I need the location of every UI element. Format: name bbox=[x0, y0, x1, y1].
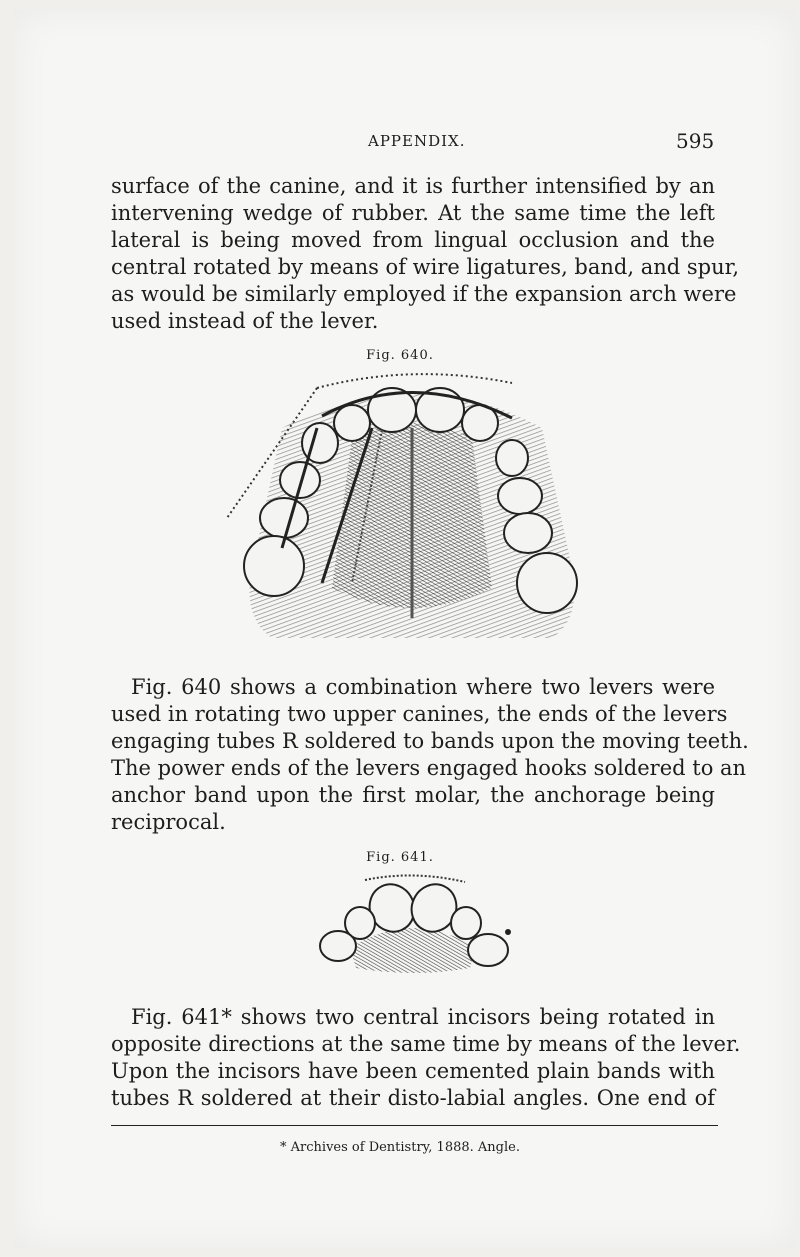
text-line: reciprocal. bbox=[111, 810, 226, 834]
text-line: as would be similarly employed if the expansion arch were bbox=[111, 282, 737, 306]
text-line: anchor band upon the first molar, the anchorage being bbox=[111, 783, 715, 807]
text-line: Fig. 641* shows two central incisors being rotated in bbox=[131, 1005, 715, 1029]
page-header bbox=[0, 129, 800, 156]
text-line: opposite directions at the same time by means of the lever. bbox=[111, 1032, 741, 1056]
figure-641-illustration bbox=[310, 868, 516, 978]
text-line: The power ends of the levers engaged hooks soldered to an bbox=[111, 756, 747, 780]
running-head: APPENDIX. bbox=[368, 132, 466, 150]
footnote: * Archives of Dentistry, 1888. Angle. bbox=[280, 1140, 520, 1155]
text-line: used in rotating two upper canines, the ends of the levers bbox=[111, 702, 728, 726]
paragraph-fig641 bbox=[111, 1004, 741, 1112]
text-line: intervening wedge of rubber. At the same time the left bbox=[111, 201, 715, 225]
text-line: lateral is being moved from lingual occlusion and the bbox=[111, 228, 715, 252]
figure-641-caption: Fig. 641. bbox=[366, 850, 434, 865]
page-number: 595 bbox=[676, 129, 715, 153]
footnote-rule bbox=[111, 1125, 718, 1126]
text-line: Upon the incisors have been cemented plain bands with bbox=[111, 1059, 715, 1083]
text-line: central rotated by means of wire ligatures, band, and spur, bbox=[111, 255, 740, 279]
paragraph-continuation bbox=[111, 173, 740, 335]
paragraph-fig640 bbox=[111, 674, 749, 836]
text-line: tubes R soldered at their disto-labial angles. One end of bbox=[111, 1086, 715, 1110]
text-line: Fig. 640 shows a combination where two levers were bbox=[131, 675, 715, 699]
figure-640-illustration bbox=[222, 368, 602, 648]
text-line: surface of the canine, and it is further intensified by an bbox=[111, 174, 715, 198]
text-line: engaging tubes R soldered to bands upon the moving teeth. bbox=[111, 729, 749, 753]
text-line: used instead of the lever. bbox=[111, 309, 379, 333]
figure-640-caption: Fig. 640. bbox=[366, 348, 434, 363]
